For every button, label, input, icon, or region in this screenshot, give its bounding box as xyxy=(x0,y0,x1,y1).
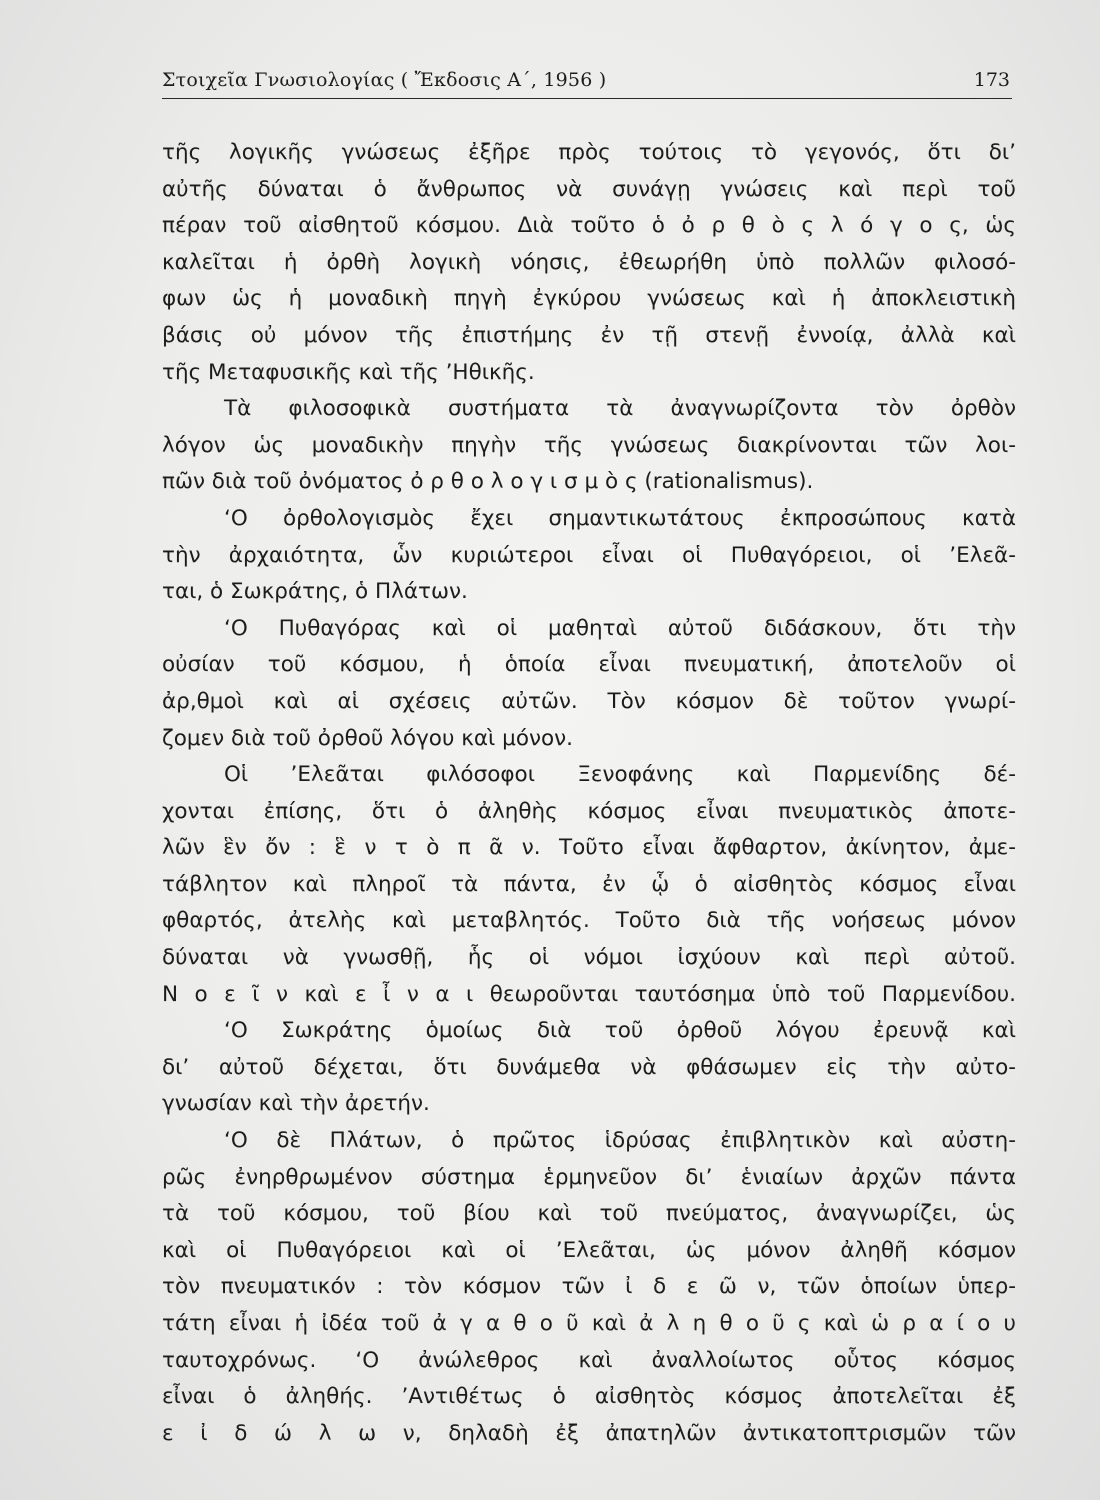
text-line: πῶν διὰ τοῦ ὀνόματος ὀ ρ θ ο λ ο γ ι σ μ ὸ ς (rationalismus). xyxy=(162,469,814,495)
text-line: Ν ο ε ῖ ν καὶ ε ἶ ν α ι θεωροῦνται ταυτόσημα ὑπὸ τοῦ Παρμενίδου. xyxy=(162,981,1016,1007)
text-line: ‘Ο δὲ Πλάτων, ὁ πρῶτος ἱδρύσας ἐπιβλητικὸν καὶ αὐστη- xyxy=(224,1128,1016,1154)
text-line: δύναται νὰ γνωσθῇ, ἧς οἱ νόμοι ἰσχύουν καὶ περὶ αὐτοῦ. xyxy=(162,945,1016,971)
text-line: Τὰ φιλοσοφικὰ συστήματα τὰ ἀναγνωρίζοντα τὸν ὀρθὸν xyxy=(224,396,1016,422)
page-number: 173 xyxy=(973,69,1010,91)
text-line: τὴν ἀρχαιότητα, ὧν κυριώτεροι εἶναι οἱ Πυθαγόρειοι, οἱ ’Ελεᾶ- xyxy=(162,542,1016,568)
text-line: λόγον ὡς μοναδικὴν πηγὴν τῆς γνώσεως διακρίνονται τῶν λοι- xyxy=(162,432,1016,458)
text-line: τῆς λογικῆς γνώσεως ἐξῆρε πρὸς τούτοις τὸ γεγονός, ὅτι δι’ xyxy=(162,140,1016,165)
text-line: οὐσίαν τοῦ κόσμου, ἡ ὁποία εἶναι πνευματική, ἀποτελοῦν οἱ xyxy=(162,652,1016,678)
text-line: γνωσίαν καὶ τὴν ἀρετήν. xyxy=(162,1091,430,1117)
text-line: τάτη εἶναι ἡ ἰδέα τοῦ ἀ γ α θ ο ῦ καὶ ἀ λ η θ ο ῦ ς καὶ ὡ ρ α ί ο υ xyxy=(162,1311,1016,1336)
text-line: δι’ αὐτοῦ δέχεται, ὅτι δυνάμεθα νὰ φθάσωμεν εἰς τὴν αὐτο- xyxy=(162,1054,1016,1080)
running-header xyxy=(162,66,1012,99)
text-line: πέραν τοῦ αἰσθητοῦ κόσμου. Διὰ τοῦτο ὁ ὀ ρ θ ὸ ς λ ό γ ο ς, ὡς xyxy=(162,213,1016,239)
text-line: ζομεν διὰ τοῦ ὀρθοῦ λόγου καὶ μόνον. xyxy=(162,725,574,751)
text-line: ‘Ο Σωκράτης ὁμοίως διὰ τοῦ ὀρθοῦ λόγου ἐρευνᾷ καὶ xyxy=(224,1018,1016,1044)
text-line: καὶ οἱ Πυθαγόρειοι καὶ οἱ ’Ελεᾶται, ὡς μόνον ἀληθῆ κόσμον xyxy=(162,1237,1016,1263)
body-text xyxy=(162,135,1016,1452)
text-line: χονται ἐπίσης, ὅτι ὁ ἀληθὴς κόσμος εἶναι πνευματικὸς ἀποτε- xyxy=(162,798,1016,824)
text-line: λῶν ἓν ὄν : ἓ ν τ ὸ π ᾶ ν. Τοῦτο εἶναι ἄφθαρτον, ἀκίνητον, ἀμε- xyxy=(162,835,1016,861)
text-line: ‘Ο Πυθαγόρας καὶ οἱ μαθηταὶ αὐτοῦ διδάσκουν, ὅτι τὴν xyxy=(224,615,1016,641)
text-line: αὐτῆς δύναται ὁ ἄνθρωπος νὰ συνάγῃ γνώσεις καὶ περὶ τοῦ xyxy=(162,176,1016,202)
text-line: φθαρτός, ἀτελὴς καὶ μεταβλητός. Τοῦτο διὰ τῆς νοήσεως μόνον xyxy=(162,908,1016,934)
text-line: ρῶς ἐνηρθρωμένον σύστημα ἑρμηνεῦον δι’ ἑνιαίων ἀρχῶν πάντα xyxy=(162,1164,1016,1190)
text-line: βάσις οὐ μόνον τῆς ἐπιστήμης ἐν τῇ στενῇ ἐννοίᾳ, ἀλλὰ καὶ xyxy=(162,322,1016,348)
text-line: τὸν πνευματικόν : τὸν κόσμον τῶν ἰ δ ε ῶ ν, τῶν ὁποίων ὑπερ- xyxy=(162,1274,1016,1300)
text-line: τάβλητον καὶ πληροῖ τὰ πάντα, ἐν ᾧ ὁ αἰσθητὸς κόσμος εἶναι xyxy=(162,871,1016,897)
text-line: ταυτοχρόνως. ‘Ο ἀνώλεθρος καὶ ἀναλλοίωτος οὗτος κόσμος xyxy=(162,1347,1016,1373)
text-line: ἀρ,θμοὶ καὶ αἱ σχέσεις αὐτῶν. Τὸν κόσμον δὲ τοῦτον γνωρί- xyxy=(162,688,1016,714)
text-line: φων ὡς ἡ μοναδικὴ πηγὴ ἐγκύρου γνώσεως καὶ ἡ ἀποκλειστικὴ xyxy=(162,286,1016,312)
text-line: ε ἰ δ ώ λ ω ν, δηλαδὴ ἐξ ἀπατηλῶν ἀντικατοπτρισμῶν τῶν xyxy=(162,1420,1016,1446)
running-title: Στοιχεῖα Γνωσιολογίας ( Ἔκδοσις Α΄, 1956 ) xyxy=(162,69,607,91)
text-line: καλεῖται ἡ ὀρθὴ λογικὴ νόησις, ἐθεωρήθη ὑπὸ πολλῶν φιλοσό- xyxy=(162,249,1016,275)
text-line: ται, ὁ Σωκράτης, ὁ Πλάτων. xyxy=(162,579,468,605)
text-line: τὰ τοῦ κόσμου, τοῦ βίου καὶ τοῦ πνεύματος, ἀναγνωρίζει, ὡς xyxy=(162,1201,1016,1227)
text-line: Οἱ ’Ελεᾶται φιλόσοφοι Ξενοφάνης καὶ Παρμενίδης δέ- xyxy=(224,762,1016,788)
text-line: τῆς Μεταφυσικῆς καὶ τῆς ’Ηθικῆς. xyxy=(162,359,535,385)
text-line: ‘Ο ὀρθολογισμὸς ἔχει σημαντικωτάτους ἐκπροσώπους κατὰ xyxy=(224,505,1016,531)
text-line: εἶναι ὁ ἀληθής. ’Αντιθέτως ὁ αἰσθητὸς κόσμος ἀποτελεῖται ἐξ xyxy=(162,1384,1016,1410)
